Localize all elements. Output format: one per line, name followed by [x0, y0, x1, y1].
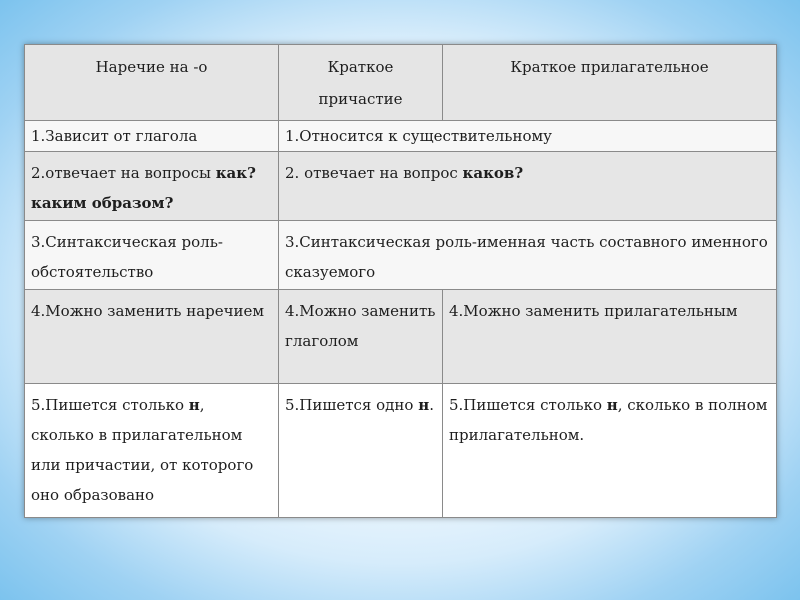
- cell-adverb-4: [25, 290, 279, 384]
- header-adverb: [25, 45, 279, 121]
- cell-bold-text: каков?: [462, 164, 524, 182]
- table-row: [25, 384, 777, 518]
- cell-text: , сколько в полном прилагательном.: [449, 396, 768, 444]
- cell-text: 3.Синтаксическая роль-обстоятельство: [31, 233, 223, 281]
- table-row: [25, 152, 777, 221]
- cell-adverb-3: [25, 221, 279, 290]
- cell-adjective-5: [443, 384, 777, 518]
- cell-text: 2. отвечает на вопрос: [285, 164, 463, 182]
- cell-text: 1.Зависит от глагола: [31, 127, 198, 145]
- cell-text: 1.Относится к существительному: [285, 127, 552, 145]
- cell-text: 5.Пишется одно: [285, 396, 419, 414]
- cell-text: 4.Можно заменить прилагательным: [449, 302, 738, 320]
- cell-bold-text: как? каким образом?: [31, 164, 256, 212]
- cell-text: 2.отвечает на вопросы: [31, 164, 211, 182]
- table-row: [25, 290, 777, 384]
- cell-text: 5.Пишется столько: [449, 396, 607, 414]
- cell-shared-3: [279, 221, 777, 290]
- table-row: [25, 221, 777, 290]
- cell-text: 4.Можно заменить глаголом: [285, 302, 436, 350]
- cell-participle-4: [279, 290, 443, 384]
- comparison-table: [24, 44, 777, 518]
- cell-text: 3.Синтаксическая роль-именная часть составного именного сказуемого: [285, 233, 768, 281]
- cell-adverb-5: [25, 384, 279, 518]
- cell-text: , сколько в прилагательном или причастии, от которого оно образовано: [31, 396, 254, 504]
- cell-text: .: [429, 396, 434, 414]
- header-adjective-text: Краткое прилагательное: [510, 58, 709, 76]
- cell-bold-text: н: [188, 396, 200, 414]
- cell-shared-2: [279, 152, 777, 221]
- cell-bold-text: н: [606, 396, 618, 414]
- header-row: [25, 45, 777, 121]
- cell-shared-1: [279, 121, 777, 152]
- cell-bold-text: н: [418, 396, 430, 414]
- header-participle: [279, 45, 443, 121]
- cell-text: 5.Пишется столько: [31, 396, 189, 414]
- cell-participle-5: [279, 384, 443, 518]
- cell-adverb-1: [25, 121, 279, 152]
- cell-adjective-4: [443, 290, 777, 384]
- table-row: [25, 121, 777, 152]
- header-participle-text: Краткое причастие: [318, 58, 403, 108]
- header-adjective: [443, 45, 777, 121]
- header-adverb-text: Наречие на -о: [95, 58, 208, 76]
- cell-adverb-2: [25, 152, 279, 221]
- cell-text: 4.Можно заменить наречием: [31, 302, 265, 320]
